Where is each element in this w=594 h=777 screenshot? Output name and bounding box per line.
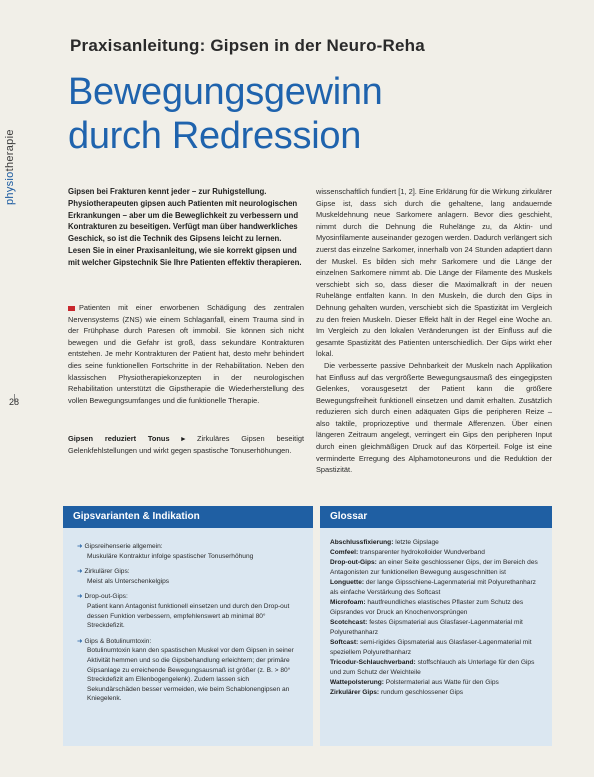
glossary-entry <box>330 688 542 698</box>
glossary-term: Softcast: <box>330 639 359 646</box>
headline-line-2: durch Redression <box>68 115 362 157</box>
glossary-entry <box>330 558 542 578</box>
list-item <box>77 542 301 561</box>
glossary-entry <box>330 638 542 658</box>
body-paragraph-2 <box>68 433 304 456</box>
right-text-column <box>316 186 552 476</box>
body-paragraph-1 <box>68 302 304 406</box>
glossary-term: Wattepolsterung: <box>330 679 384 686</box>
runin-heading: Gipsen reduziert Tonus ▸ <box>68 434 186 443</box>
arrow-right-icon: ➜ <box>77 593 83 601</box>
list-item-text: Patient kann Antagonist funktionell einsetzen und durch den Drop-out dessen Funktion verbessern, empfehlenswert ab minimal 80° Streckdefizit. <box>87 602 290 630</box>
glossar-box-title: Glossar <box>320 506 552 528</box>
list-item-title: Zirkulärer Gips: <box>84 568 130 576</box>
glossary-definition: letzte Gipslage <box>393 539 439 546</box>
glossary-definition: stoffschlauch als Unterlage für den Gips und zum Schutz der Weichteile <box>330 659 535 676</box>
headline-line-1: Bewegungsgewinn <box>68 71 383 113</box>
article-start-marker <box>68 306 75 311</box>
gipsvarianten-list <box>63 528 313 704</box>
gipsvarianten-box-title: Gipsvarianten & Indikation <box>63 506 313 528</box>
arrow-right-icon: ➜ <box>77 568 83 576</box>
brand-sidebar-label <box>4 95 26 205</box>
list-item-title: Gips & Botulinumtoxin: <box>84 637 152 645</box>
glossary-entry <box>330 548 542 558</box>
glossary-entry <box>330 678 542 688</box>
glossary-term: Tricodur-Schlauchverband: <box>330 659 416 666</box>
glossary-definition: rundum geschlossener Gips <box>379 689 464 696</box>
right-paragraph-1: wissenschaftlich fundiert [1, 2]. Eine Erklärung für die Wirkung zirkulärer Gipse ist, dass sich durch die gehaltene, lang andauernde Muskeldehnung neue Sarkomere anlagern. Bevor dies geschieht, nimmt durch die Dehnung die Ruhelänge zu, da Aktin- und Myosinfilamente auseinander gezogen werden. Dadurch verlängert sich zuerst das einzelne Sarkomer, innerhalb von 24 Stunden adaptiert dann der Muskel. Es bilden sich mehr Sarkomere und die Länge der einzelnen Sarkomere nimmt ab. Die Länge der Filamente des Muskels verschiebt sich so, dass dieser die Maximalkraft in der neuen Ruhelänge entfalten kann. In den Muskeln, die durch den Gips in Dehnung gehalten wurden, verschiebt sich die Spastizität im Vergleich zu den freien Muskeln. Dieser Effekt hält in der Regel eine Woche an. Im Vergleich zu den lokalen Veränderungen ist der Einfluss auf die gesamte Spastizität des Patienten unterschiedlich. Der Gips wirkt eher lokal. <box>316 187 552 359</box>
page-number: 28 <box>9 397 20 407</box>
glossary-definition: Polstermaterial aus Watte für den Gips <box>383 679 499 686</box>
article-headline <box>68 70 488 158</box>
glossary-term: Zirkulärer Gips: <box>330 689 380 696</box>
list-item-title: Drop-out-Gips: <box>84 593 128 601</box>
arrow-right-icon: ➜ <box>77 543 83 550</box>
list-item-text: Meist als Unterschenkelgips <box>87 577 170 585</box>
glossary-definition: an einer Seite geschlossener Gips, der im Bereich des Antagonisten zur funktionellen Bewegung ausgeschnitten ist <box>330 559 538 576</box>
gipsvarianten-box <box>63 506 313 746</box>
list-item-text: Botulinumtoxin kann den spastischen Muskel vor dem Gipsen in seiner Aktivität hemmen und so die Gipsbehandlung erleichtern; der primäre Gipsanlage zu erreichende Bewegungsausmaß ist größer (z. B. > 80° Streckdefizit am Ellenbogengelenk). Zudem lassen sich Sekundärschäden besser vermeiden, wie beim Schablonengipsen an Kniegelenk. <box>87 647 294 703</box>
glossary-definition: transparenter hydrokolloider Wundverband <box>358 549 485 556</box>
list-item <box>77 592 301 630</box>
glossary-term: Longuette: <box>330 579 365 586</box>
arrow-right-icon: ➜ <box>77 637 83 645</box>
article-kicker: Praxisanleitung: Gipsen in der Neuro-Reha <box>70 36 425 55</box>
glossary-entry <box>330 598 542 618</box>
glossar-list <box>320 528 552 698</box>
glossary-entry <box>330 618 542 638</box>
body-paragraph-1-text: Patienten mit einer erworbenen Schädigung des zentralen Nervensystems (ZNS) wie einem Schlaganfall, einem Trauma sind in der Frühphase durch Paresen oft immobil. Sie können sich nicht bewegen und die Gefahr ist groß, dass sekundäre Kontrakturen entstehen. Je mehr Kontrakturen der Patient hat, desto mehr behindert dies seine funktionellen Fortschritte in der Rehabilitation. Neben den klassischen Physiotherapiekonzepten in der neurologischen Rehabilitation unterstützt die Gipstherapie die Wiederherstellung des vollen Bewegungsumfanges und die funktionelle Therapie. <box>68 303 304 405</box>
glossary-definition: festes Gipsmaterial aus Glasfaser-Lagenmaterial mit Polyurethanharz <box>330 619 523 636</box>
glossary-term: Drop-out-Gips: <box>330 559 377 566</box>
right-paragraph-2: Die verbesserte passive Dehnbarkeit der Muskeln nach Applikation hat Einfluss auf das vergrößerte Bewegungsausmaß des eingegipsten Gelenkes, vorausgesetzt der Patient kann die größere Bewegungsfreiheit funktionell einsetzen und damit erhalten. Zusätzlich reduzieren sich durch einen adäquaten Gips die peripheren Reize – also taktile, propriozeptive und thermale Afferenzen. Über einen längeren Zeitraum angelegt, verringert ein Gips den peripheren Input durch einen gleichmäßigen Druck auf das Körperteil. Folge ist eine verminderte Erregung des Alphamotoneurons und die Reduktion der Spastizität. <box>316 360 552 475</box>
glossary-entry <box>330 658 542 678</box>
glossary-term: Scotchcast: <box>330 619 368 626</box>
list-item <box>77 567 301 586</box>
glossary-definition: der lange Gipsschiene-Lagenmaterial mit Polyurethanharz als einfache Verstärkung des Softcast <box>330 579 536 596</box>
list-item-text: Muskuläre Kontraktur infolge spastischer Tonuserhöhung <box>87 552 254 560</box>
glossary-definition: semi-rigides Gipsmaterial aus Glasfaser-Lagenmaterial mit speziellem Polyurethanharz <box>330 639 532 656</box>
list-item-title: Gipsreihenserie allgemein: <box>84 543 163 550</box>
glossary-entry <box>330 538 542 548</box>
brand-part-therapie: therapie <box>4 129 16 172</box>
list-item <box>77 637 301 704</box>
glossary-term: Microfoam: <box>330 599 366 606</box>
body-paragraph-2-text: Zirkuläres Gipsen beseitigt Gelenkfehlstellungen und wirkt gegen spastische Tonuserhöhungen. <box>68 434 304 455</box>
glossary-term: Comfeel: <box>330 549 359 556</box>
article-lead: Gipsen bei Frakturen kennt jeder – zur Ruhigstellung. Physiotherapeuten gipsen auch Patienten mit neurologischen Erkrankungen – aber um die Beweglichkeit zu verbessern und Kontrakturen zu beseitigen. Verfügt man über handwerkliches Geschick, so ist die Technik des Gipsens leicht zu lernen. Lesen Sie in einer Praxisanleitung, wie sie korrekt gipsen und mit welcher Gipstechnik Sie Ihre Patienten effektiv therapieren. <box>68 187 302 267</box>
brand-part-physio: physio <box>4 171 16 205</box>
glossary-term: Abschlussfixierung: <box>330 539 394 546</box>
glossary-entry <box>330 578 542 598</box>
glossary-definition: hautfreundliches elastisches Pflaster zum Schutz des Gipsrandes vor Druck an Knochenvorsprüngen <box>330 599 524 616</box>
glossar-box <box>320 506 552 746</box>
